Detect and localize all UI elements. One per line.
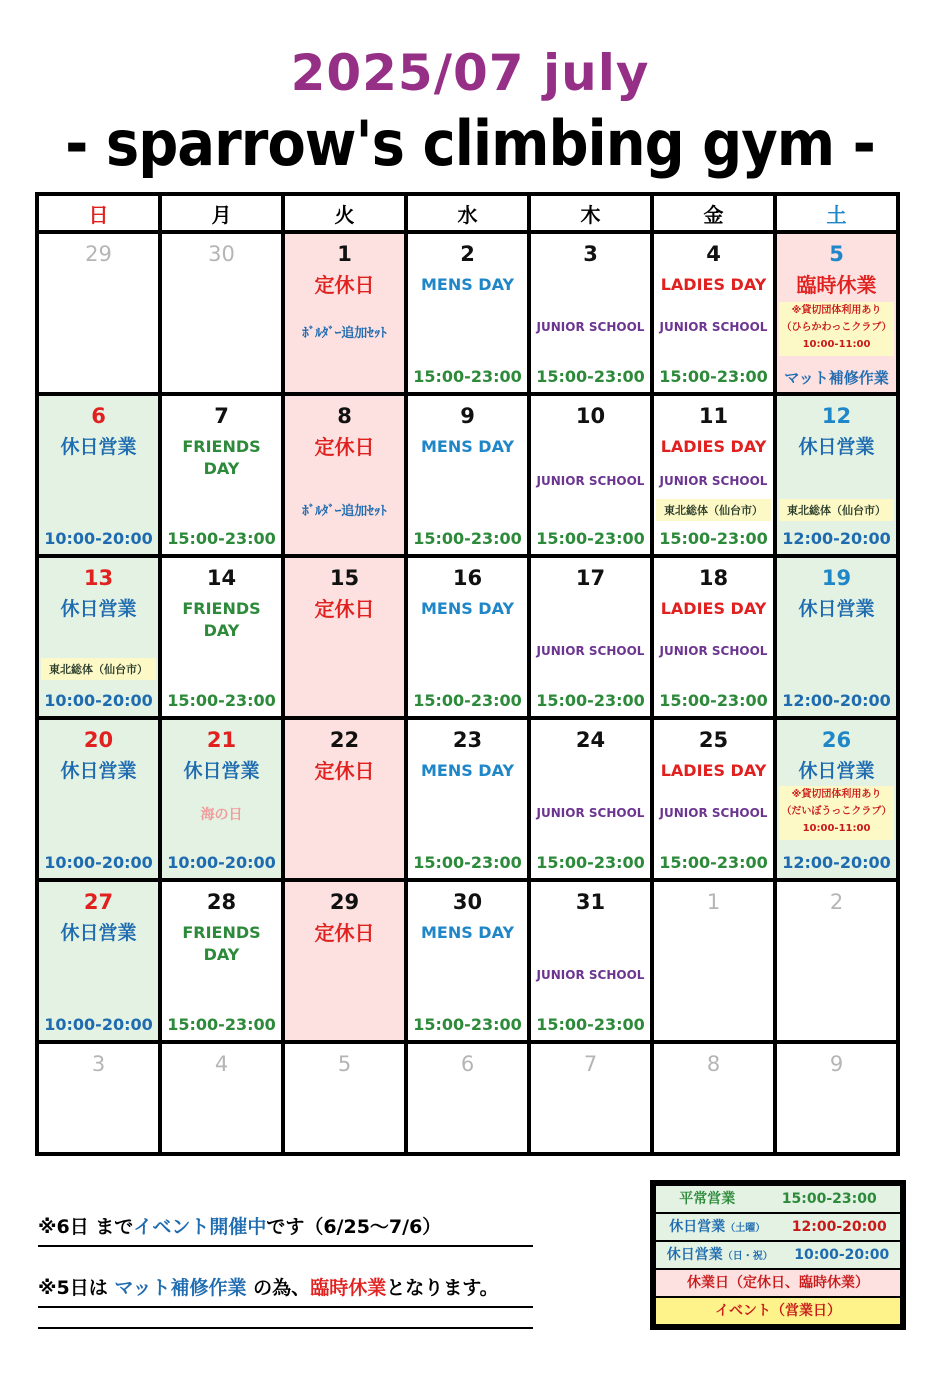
- junior-school-label: JUNIOR SCHOOL: [536, 320, 645, 334]
- holiday-label: 休日営業: [798, 598, 875, 620]
- event-label: FRIENDS DAY: [182, 599, 261, 640]
- hours: 15:00-23:00: [167, 529, 276, 548]
- day-cell: [775, 1042, 898, 1154]
- week-row-6: [37, 1042, 898, 1154]
- day-number: 10: [575, 404, 606, 428]
- weekday-header: [37, 194, 898, 232]
- day-cell: [283, 232, 406, 394]
- day-cell: [406, 1042, 529, 1154]
- day-number: 19: [821, 566, 852, 590]
- day-number: 15: [329, 566, 360, 590]
- day-cell: [283, 880, 406, 1042]
- day-number: 24: [575, 728, 606, 752]
- hours: 15:00-23:00: [413, 1015, 522, 1034]
- day-cell: [652, 556, 775, 718]
- closed-label: 定休日: [314, 759, 375, 783]
- day-number: 5: [829, 242, 844, 266]
- holiday-label: 休日営業: [183, 760, 260, 782]
- junior-school-label: JUNIOR SCHOOL: [536, 644, 645, 658]
- closed-label: 定休日: [314, 597, 375, 621]
- event-label: FRIENDS DAY: [182, 923, 261, 964]
- weekday-sat: 土: [775, 194, 898, 232]
- day-cell: [406, 880, 529, 1042]
- day-number: 11: [698, 404, 729, 428]
- day-number: 9: [829, 1052, 844, 1076]
- day-number: 8: [337, 404, 352, 428]
- event-label: LADIES DAY: [660, 275, 767, 294]
- closure-footnote: [38, 1273, 533, 1308]
- day-cell: [775, 880, 898, 1042]
- hours: 12:00-20:00: [782, 853, 891, 872]
- event-label: MENS DAY: [420, 761, 515, 780]
- day-cell: [283, 394, 406, 556]
- day-cell: [775, 718, 898, 880]
- weekday-fri: 金: [652, 194, 775, 232]
- day-cell: [160, 880, 283, 1042]
- legend-time: 10:00-20:00: [794, 1247, 890, 1263]
- holiday-label: 休日営業: [60, 436, 137, 458]
- legend-time: 12:00-20:00: [791, 1219, 887, 1235]
- junior-school-label: JUNIOR SCHOOL: [536, 806, 645, 820]
- day-cell: [160, 718, 283, 880]
- day-number: 18: [698, 566, 729, 590]
- day-number: 21: [206, 728, 237, 752]
- day-number: 23: [452, 728, 483, 752]
- gym-name: - sparrow's climbing gym -: [65, 108, 875, 181]
- day-cell: [775, 394, 898, 556]
- day-number: 3: [91, 1052, 106, 1076]
- week-row-5: [37, 880, 898, 1042]
- footnote-highlight: マット補修作業: [114, 1277, 247, 1299]
- day-cell: [529, 556, 652, 718]
- day-cell: [529, 880, 652, 1042]
- hours: 12:00-20:00: [782, 529, 891, 548]
- day-number: 16: [452, 566, 483, 590]
- marine-day-label: 海の日: [200, 807, 243, 823]
- event-label: LADIES DAY: [660, 599, 767, 618]
- legend-normal: [656, 1186, 900, 1212]
- tohoku-event-note: 東北総体（仙台市）: [41, 658, 156, 680]
- junior-school-label: JUNIOR SCHOOL: [536, 474, 645, 488]
- junior-school-label: JUNIOR SCHOOL: [536, 968, 645, 982]
- rental-note-line: ※貸切団体利用あり: [791, 305, 882, 316]
- legend-label: イベント（営業日）: [715, 1303, 841, 1319]
- weekday-wed: 水: [406, 194, 529, 232]
- legend-event: [656, 1298, 900, 1324]
- event-footnote: [38, 1212, 533, 1247]
- day-cell: [37, 880, 160, 1042]
- day-number: 2: [460, 242, 475, 266]
- footnote-text: です（6/25～7/6）: [266, 1216, 442, 1238]
- day-cell: [652, 880, 775, 1042]
- closed-label: 定休日: [314, 435, 375, 459]
- hours: 15:00-23:00: [536, 853, 645, 872]
- rental-note: [779, 786, 894, 840]
- day-cell: [37, 232, 160, 394]
- hours: 12:00-20:00: [782, 691, 891, 710]
- footnote-text: の為、: [246, 1277, 311, 1299]
- week-row-3: [37, 556, 898, 718]
- day-cell: [529, 718, 652, 880]
- week-row-2: [37, 394, 898, 556]
- weekday-thu: 木: [529, 194, 652, 232]
- day-number: 27: [83, 890, 114, 914]
- day-cell: [37, 394, 160, 556]
- day-cell: [652, 394, 775, 556]
- day-cell: [160, 394, 283, 556]
- day-number: 1: [337, 242, 352, 266]
- day-number: 8: [706, 1052, 721, 1076]
- rental-time: 10:00-11:00: [802, 339, 871, 350]
- day-number: 9: [460, 404, 475, 428]
- day-cell: [529, 232, 652, 394]
- legend-label: 休業日（定休日、臨時休業）: [687, 1275, 869, 1291]
- day-number: 31: [575, 890, 606, 914]
- weekday-mon: 月: [160, 194, 283, 232]
- day-cell: [406, 232, 529, 394]
- holiday-label: 休日営業: [60, 922, 137, 944]
- day-number: 30: [452, 890, 483, 914]
- day-cell: [406, 556, 529, 718]
- day-number: 12: [821, 404, 852, 428]
- page-title: 2025/07 july: [290, 44, 650, 102]
- day-number: 28: [206, 890, 237, 914]
- day-cell: [160, 1042, 283, 1154]
- footnote-text: となります。: [386, 1277, 499, 1299]
- day-number: 22: [329, 728, 360, 752]
- day-cell: [160, 232, 283, 394]
- day-number: 6: [460, 1052, 475, 1076]
- rental-note: [779, 302, 894, 356]
- hours: 10:00-20:00: [167, 853, 276, 872]
- hours: 15:00-23:00: [536, 367, 645, 386]
- weekday-tue: 火: [283, 194, 406, 232]
- day-number: 3: [583, 242, 598, 266]
- legend-saturday: [656, 1214, 900, 1240]
- tohoku-event-note: 東北総体（仙台市）: [656, 499, 771, 521]
- legend-sunday: [656, 1242, 900, 1268]
- tohoku-event-note: 東北総体（仙台市）: [779, 499, 894, 521]
- day-cell: [406, 718, 529, 880]
- hours: 15:00-23:00: [536, 529, 645, 548]
- boulder-set-note: ﾎﾞﾙﾀﾞｰ追加ｾｯﾄ: [302, 326, 387, 341]
- day-cell: [37, 1042, 160, 1154]
- day-number: 4: [706, 242, 721, 266]
- hours: 15:00-23:00: [659, 529, 768, 548]
- event-label: MENS DAY: [420, 275, 515, 294]
- day-number: 29: [85, 242, 112, 266]
- rental-club: （ひらかわっこクラブ）: [781, 322, 892, 333]
- footnote-text: ※6日 まで: [38, 1216, 134, 1238]
- hours: 10:00-20:00: [44, 853, 153, 872]
- day-cell: [652, 718, 775, 880]
- weekday-sun: 日: [37, 194, 160, 232]
- calendar-grid: [35, 192, 900, 1156]
- week-row-4: [37, 718, 898, 880]
- day-cell: [283, 556, 406, 718]
- day-number: 6: [91, 404, 106, 428]
- day-cell: [775, 232, 898, 394]
- day-number: 13: [83, 566, 114, 590]
- hours: 15:00-23:00: [536, 691, 645, 710]
- holiday-label: 休日営業: [798, 436, 875, 458]
- holiday-label: 休日営業: [60, 760, 137, 782]
- junior-school-label: JUNIOR SCHOOL: [659, 474, 768, 488]
- mat-repair-label: マット補修作業: [784, 369, 889, 387]
- footnote-text: ※5日は: [38, 1277, 115, 1299]
- day-number: 25: [698, 728, 729, 752]
- hours: 15:00-23:00: [413, 691, 522, 710]
- boulder-set-note: ﾎﾞﾙﾀﾞｰ追加ｾｯﾄ: [302, 504, 387, 519]
- day-cell: [652, 1042, 775, 1154]
- day-cell: [652, 232, 775, 394]
- event-label: MENS DAY: [420, 923, 515, 942]
- legend-label: 休日営業（日・祝）: [666, 1247, 773, 1263]
- legend: [650, 1180, 906, 1330]
- event-label: LADIES DAY: [660, 437, 767, 456]
- event-label: LADIES DAY: [660, 761, 767, 780]
- hours: 10:00-20:00: [44, 1015, 153, 1034]
- hours: 15:00-23:00: [167, 691, 276, 710]
- day-cell: [283, 1042, 406, 1154]
- closed-label: 定休日: [314, 921, 375, 945]
- week-row-1: [37, 232, 898, 394]
- hours: 15:00-23:00: [659, 691, 768, 710]
- event-label: MENS DAY: [420, 599, 515, 618]
- day-cell: [37, 718, 160, 880]
- junior-school-label: JUNIOR SCHOOL: [659, 806, 768, 820]
- day-number: 4: [214, 1052, 229, 1076]
- day-number: 1: [706, 890, 721, 914]
- legend-label: 休日営業（土曜）: [669, 1219, 766, 1235]
- closed-label: 定休日: [314, 273, 375, 297]
- holiday-label: 休日営業: [60, 598, 137, 620]
- day-cell: [160, 556, 283, 718]
- hours: 15:00-23:00: [413, 853, 522, 872]
- footnote-highlight: イベント開催中: [133, 1216, 267, 1238]
- day-number: 20: [83, 728, 114, 752]
- day-number: 29: [329, 890, 360, 914]
- footnote-highlight: 臨時休業: [310, 1277, 387, 1299]
- day-number: 7: [214, 404, 229, 428]
- day-cell: [529, 394, 652, 556]
- hours: 10:00-20:00: [44, 529, 153, 548]
- rental-club: （だいぼうっこクラブ）: [781, 806, 892, 817]
- event-label: FRIENDS DAY: [182, 437, 261, 478]
- day-cell: [406, 394, 529, 556]
- legend-closed: [656, 1270, 900, 1296]
- day-number: 2: [829, 890, 844, 914]
- hours: 15:00-23:00: [536, 1015, 645, 1034]
- day-number: 5: [337, 1052, 352, 1076]
- temp-closed-label: 臨時休業: [796, 273, 877, 297]
- hours: 15:00-23:00: [413, 367, 522, 386]
- legend-label: 平常営業: [679, 1191, 736, 1207]
- divider: [38, 1327, 533, 1329]
- day-number: 7: [583, 1052, 598, 1076]
- hours: 10:00-20:00: [44, 691, 153, 710]
- hours: 15:00-23:00: [659, 853, 768, 872]
- day-cell: [529, 1042, 652, 1154]
- day-number: 17: [575, 566, 606, 590]
- legend-time: 15:00-23:00: [781, 1191, 877, 1207]
- hours: 15:00-23:00: [413, 529, 522, 548]
- day-number: 14: [206, 566, 237, 590]
- rental-time: 10:00-11:00: [802, 823, 871, 834]
- hours: 15:00-23:00: [167, 1015, 276, 1034]
- junior-school-label: JUNIOR SCHOOL: [659, 320, 768, 334]
- rental-note-line: ※貸切団体利用あり: [791, 789, 882, 800]
- holiday-label: 休日営業: [798, 760, 875, 782]
- hours: 15:00-23:00: [659, 367, 768, 386]
- day-number: 30: [208, 242, 235, 266]
- junior-school-label: JUNIOR SCHOOL: [659, 644, 768, 658]
- day-cell: [37, 556, 160, 718]
- day-number: 26: [821, 728, 852, 752]
- day-cell: [775, 556, 898, 718]
- day-cell: [283, 718, 406, 880]
- event-label: MENS DAY: [420, 437, 515, 456]
